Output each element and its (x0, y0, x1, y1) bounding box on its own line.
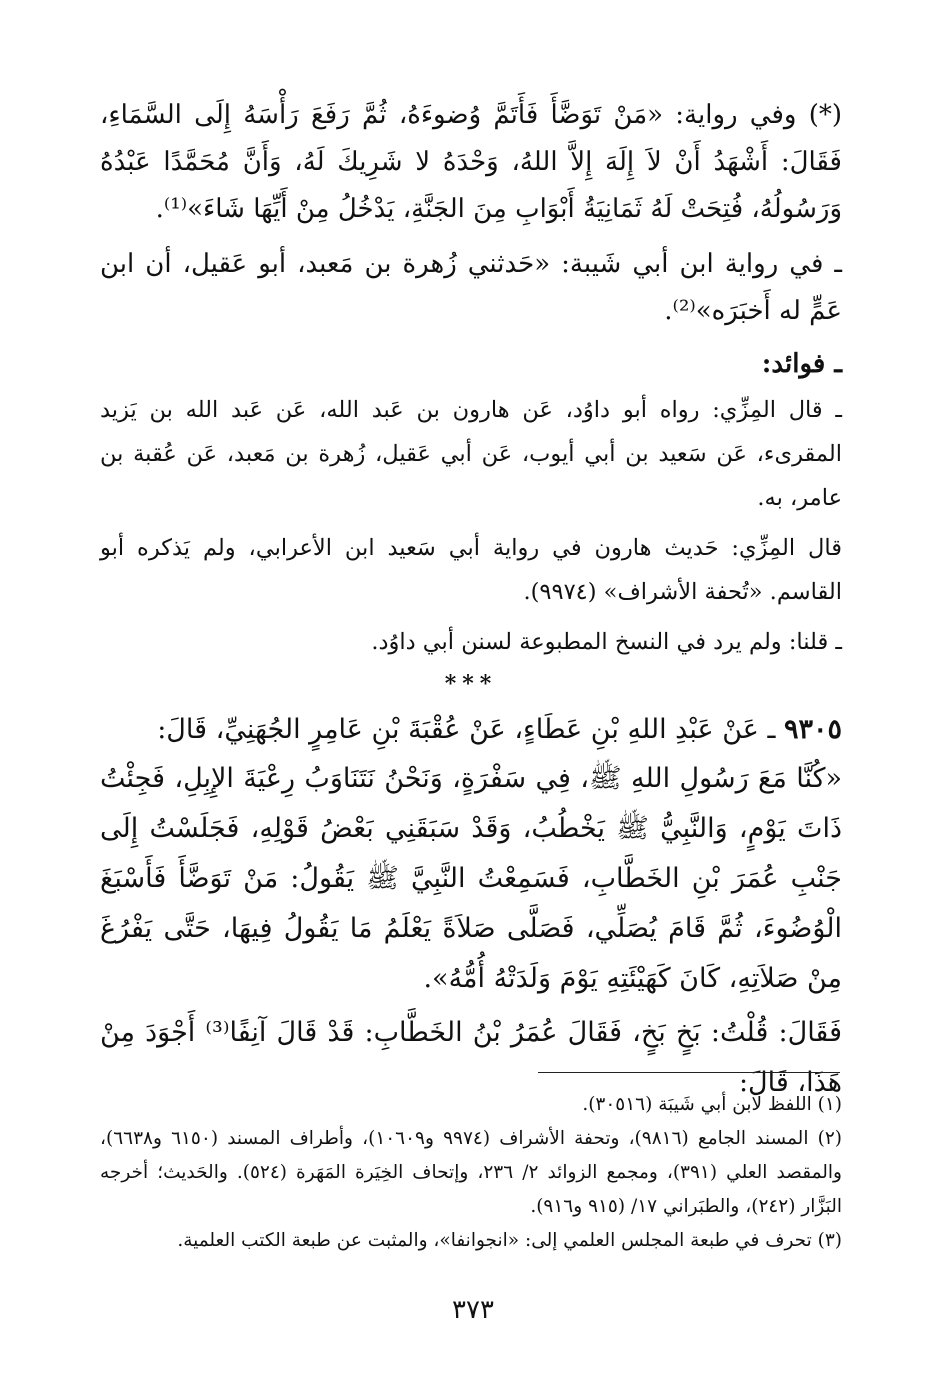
benefit-paragraph: ـ قلنا: ولم يرد في النسخ المطبوعة لسنن أبي داوُد. (371, 629, 842, 655)
hadith-continuation: فَقَالَ: قُلْتُ: بَخٍ بَخٍ، فَقَالَ عُمَرُ بْنُ الخَطَّابِ: قَدْ قَالَ آنِفًا⁽³⁾ أَجْوَدَ مِنْ هَذَا، قَالَ: (100, 1017, 842, 1098)
footnote: (١) اللفظ لابن أبي شَيبَة (٣٠٥١٦). (582, 1094, 842, 1115)
hadith-header (100, 706, 842, 754)
ibn-abi-shaybah-narration: ـ في رواية ابن أبي شَيبة: «حَدثني زُهرة بن مَعبد، أبو عَقيل، أن ابن عَمٍّ له أَخبَرَه»⁽²⁾. (100, 249, 842, 326)
benefit-paragraph: قال المِزِّي: حَديث هارون في رواية أبي سَعيد ابن الأعرابي، ولم يَذكره أبو القاسم. «تُحفة الأشراف» (٩٩٧٤). (100, 535, 842, 605)
hadith-number-dash: ـ (767, 714, 776, 745)
variant-narration-paragraph: (*) وفي رواية: «مَنْ تَوَضَّأَ فَأَتَمَّ وُضوءَهُ، ثُمَّ رَفَعَ رَأْسَهُ إِلَى السَّمَاءِ، فَقَالَ: أَشْهَدُ أَنْ لاَ إِلَهَ إِلاَّ اللهُ، وَحْدَهُ لا شَرِيكَ لَهُ، وَأَنَّ مُحَمَّدًا عَبْدُهُ وَرَسُولُهُ، فُتِحَتْ لَهُ ثَمَانِيَةُ أَبْوَابِ مِنَ الجَنَّةِ، يَدْخُلُ مِنْ أَيِّهَا شَاءَ»⁽¹⁾. (100, 100, 842, 224)
footnote: (٢) المسند الجامع (٩٨١٦)، وتحفة الأشراف (٩٩٧٤ و١٠٦٠٩)، وأطراف المسند (٦١٥٠ و٦٦٣٨)، والمقصد العلي (٣٩١)، ومجمع الزوائد ٢/ ٢٣٦، وإتحاف الخِيَرة المَهَرة (٥٢٤). والحَديث؛ أخرجه البَزَّار (٢٤٢)، والطبَراني ١٧/ (٩١٥ و٩١٦). (100, 1128, 842, 1217)
page-body (100, 92, 842, 1108)
page-number: ٣٧٣ (452, 1295, 494, 1325)
hadith-text: «كُنَّا مَعَ رَسُولِ اللهِ ﷺ، فِي سَفْرَةٍ، وَنَحْنُ نَتَنَاوَبُ رِعْيَةَ الإِبِلِ، فَجِئْتُ ذَاتَ يَوْمٍ، وَالنَّبِيُّ ﷺ يَخْطُبُ، وَقَدْ سَبَقَنِي بَعْضُ قَوْلِهِ، فَجَلَسْتُ إِلَى جَنْبِ عُمَرَ بْنِ الخَطَّابِ، فَسَمِعْتُ النَّبِيَّ ﷺ يَقُولُ: مَنْ تَوَضَّأَ فَأَسْبَغَ الْوُضُوءَ، ثُمَّ قَامَ يُصَلِّي، فَصَلَّى صَلاَةً يَعْلَمُ مَا يَقُولُ فِيهَا، حَتَّى يَفْرُغَ مِنْ صَلاَتِهِ، كَانَ كَهَيْئَتِهِ يَوْمَ وَلَدَتْهُ أُمُّهُ». (100, 763, 842, 994)
footnotes (100, 1088, 842, 1258)
footnote: (٣) تحرف في طبعة المجلس العلمي إلى: «انجوانفا»، والمثبت عن طبعة الكتب العلمية. (177, 1230, 842, 1251)
benefit-paragraph: ـ قال المِزِّي: رواه أبو داوُد، عَن هارون بن عَبد الله، عَن عَبد الله بن يَزيد المقرىء، عَن سَعيد بن أبي أيوب، عَن أبي عَقيل، زُهرة بن مَعبد، عَن عُقبة بن عامر، به. (100, 397, 842, 511)
hadith-isnad: عَنْ عَبْدِ اللهِ بْنِ عَطَاءٍ، عَنْ عُقْبَةَ بْنِ عَامِرٍ الجُهَنِيِّ، قَالَ: (157, 714, 759, 745)
benefits-heading: ـ فوائد: (761, 349, 842, 379)
section-separator: *** (444, 671, 498, 697)
footnote-divider (538, 1072, 840, 1073)
hadith-number: ٩٣٠٥ (783, 714, 842, 745)
